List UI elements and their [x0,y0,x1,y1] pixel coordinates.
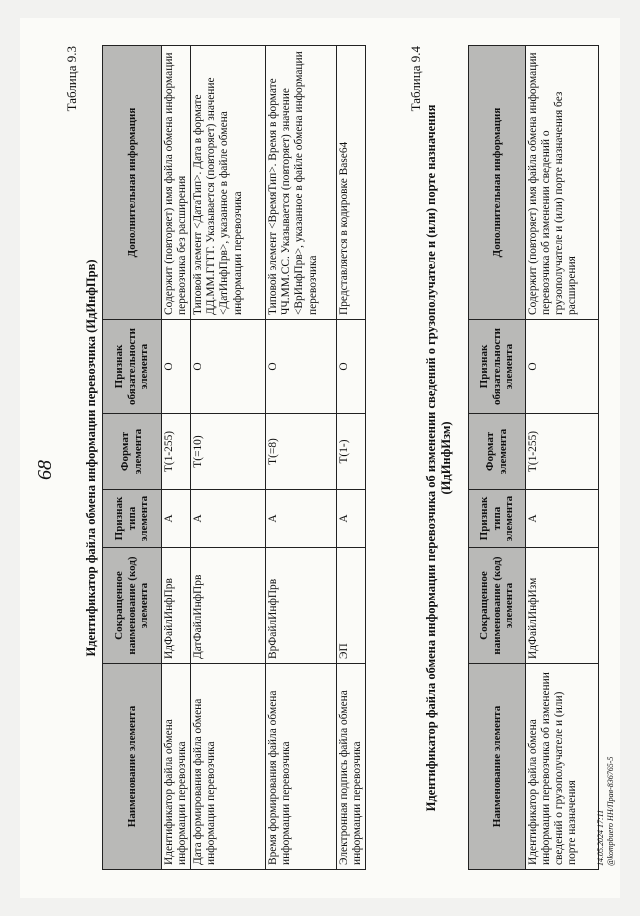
cell-format: T(=10) [191,414,266,490]
header-required: Признак обязательности элемента [103,320,162,414]
cell-info: Типовой элемент <ДатаТип>. Дата в формате ДД.ММ.ГГГГ. Указывается (повторяет) значение <ДатИнфПрв>, указанное в файле обмена информации перевозчика [191,46,266,320]
header-name: Наименование элемента [103,664,162,870]
cell-info: Содержит (повторяет) имя файла обмена информации перевозчика без расширения [162,46,191,320]
table-row [191,46,266,870]
table-header-row [469,46,526,870]
page-number: 68 [34,460,56,480]
table-9-3-label: Таблица 9.3 [64,46,79,112]
cell-required: О [162,320,191,414]
header-code: Сокращенное наименование (код) элемента [103,548,162,664]
header-type: Признак типа элемента [103,490,162,548]
cell-name: Дата формирования файла обмена информации перевозчика [191,664,266,870]
table-row [162,46,191,870]
cell-name: Электронная подпись файла обмена информации перевозчика [337,664,366,870]
cell-format: T(=8) [266,414,337,490]
cell-required: О [266,320,337,414]
cell-required: О [526,320,599,414]
cell-format: T(1-255) [526,414,599,490]
footer-timestamp: 14.05.2024 17:11 [596,809,605,866]
cell-code: ВрФайлИнфПрв [266,548,337,664]
header-name: Наименование элемента [469,664,526,870]
header-code: Сокращенное наименование (код) элемента [469,548,526,664]
cell-info: Представляется в кодировке Base64 [337,46,366,320]
cell-info: Содержит (повторяет) имя файла обмена информации перевозчика об изменении сведений о грузополучателе и (или) порте назначения без расширения [526,46,599,320]
cell-type: А [337,490,366,548]
table-9-4-caption: Идентификатор файла обмена информации перевозчика об изменении сведений о грузополучателе и (или) порте назначения (ИдИнфИзм) [424,104,453,812]
table-row [526,46,599,870]
table-9-4-label: Таблица 9.4 [408,46,423,112]
cell-code: ИдФайлИнфИзм [526,548,599,664]
cell-code: ДатФайлИнфПрв [191,548,266,664]
cell-type: А [162,490,191,548]
header-format: Формат элемента [469,414,526,490]
cell-code: ЭП [337,548,366,664]
cell-type: А [526,490,599,548]
cell-format: T(1-255) [162,414,191,490]
table-9-3-caption: Идентификатор файла обмена информации перевозчика (ИдИнфПрв) [84,259,98,657]
footer-document-id: @kompbuero НН/Прав-836765-5 [605,756,615,866]
header-required: Признак обязательности элемента [469,320,526,414]
cell-info: Типовой элемент <ВремяТип>. Время в формате ЧЧ.ММ.СС. Указывается (повторяет) значение <ВрИнфПрв>, указанное в файле обмена информации перевозчика [266,46,337,320]
header-type: Признак типа элемента [469,490,526,548]
table-row [337,46,366,870]
rotated-document-page [20,18,620,898]
table-header-row [103,46,162,870]
table-row [266,46,337,870]
header-info: Дополнительная информация [103,46,162,320]
header-info: Дополнительная информация [469,46,526,320]
header-format: Формат элемента [103,414,162,490]
cell-code: ИдФайлИнфПрв [162,548,191,664]
cell-required: О [191,320,266,414]
table-9-3 [102,45,366,870]
cell-required: О [337,320,366,414]
cell-name: Идентификатор файла обмена информации перевозчика об изменении сведений о грузополучателе и (или) порте назначения [526,664,599,870]
table-9-4 [468,45,599,870]
footer-stamp [596,757,615,866]
cell-type: А [191,490,266,548]
cell-name: Идентификатор файла обмена информации перевозчика [162,664,191,870]
cell-format: T(1-) [337,414,366,490]
cell-name: Время формирования файла обмена информации перевозчика [266,664,337,870]
cell-type: А [266,490,337,548]
